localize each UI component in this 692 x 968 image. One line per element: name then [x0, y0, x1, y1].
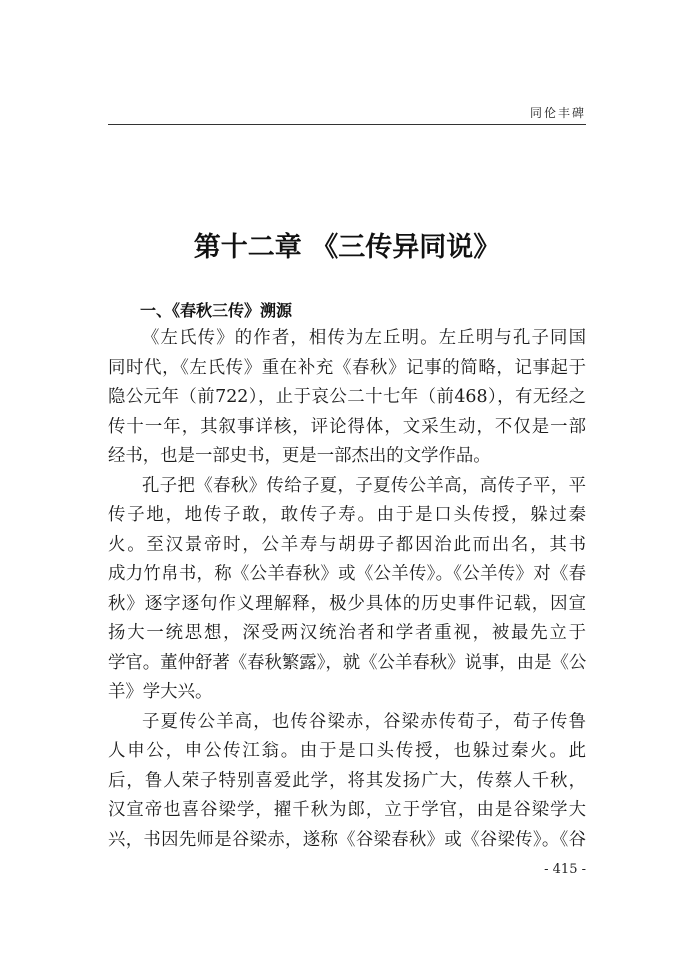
- text-line: 传子地，地传子敢，敢传子寿。由于是口头传授，躲过秦: [108, 505, 586, 525]
- text-line: 扬大一统思想，深受两汉统治者和学者重视，被最先立于: [108, 623, 586, 643]
- text-line: 后，鲁人荣子特别喜爱此学，将其发扬广大，传蔡人千秋，: [108, 770, 586, 791]
- text-line: 《左氏传》的作者，相传为左丘明。左丘明与孔子同国: [142, 328, 586, 348]
- text-line: 火。至汉景帝时，公羊寿与胡毋子都因治此而出名，其书: [108, 534, 586, 555]
- text-line: 隐公元年（前722），止于哀公二十七年（前468），有无经之: [108, 387, 586, 407]
- text-line: 孔子把《春秋》传给子夏，子夏传公羊高，高传子平，平: [142, 475, 586, 496]
- text-line: 人申公，申公传江翁。由于是口头传授，也躲过秦火。此: [108, 741, 586, 761]
- text-line: 传十一年，其叙事详核，评论得体，文采生动，不仅是一部: [108, 416, 586, 437]
- chapter-title: 第十二章 《三传异同说》: [193, 232, 501, 263]
- section-heading: 一、《春秋三传》溯源: [140, 301, 293, 320]
- paragraph-1: [108, 324, 586, 472]
- running-header: 同伦丰碑: [529, 106, 586, 120]
- text-line: 子夏传公羊高，也传谷梁赤，谷梁赤传荀子，荀子传鲁: [142, 711, 586, 732]
- text-line: 秋》逐字逐句作义理解释，极少具体的历史事件记载，因宣: [108, 593, 586, 614]
- text-line: 羊》学大兴。: [108, 682, 213, 702]
- text-line: 兴，书因先师是谷梁赤，遂称《谷梁春秋》或《谷梁传》。《谷: [108, 829, 586, 850]
- page-number: - 415 -: [544, 862, 586, 877]
- paragraph-3: [108, 708, 586, 856]
- text-line: 汉宣帝也喜谷梁学，擢千秋为郎，立于学官，由是谷梁学大: [108, 800, 586, 820]
- text-line: 学官。董仲舒著《春秋繁露》，就《公羊春秋》说事，由是《公: [108, 652, 586, 673]
- text-line: 同时代，《左氏传》重在补充《春秋》记事的简略，记事起于: [108, 357, 586, 378]
- body-text: [108, 298, 586, 855]
- text-line: 经书，也是一部史书，更是一部杰出的文学作品。: [108, 446, 491, 466]
- paragraph-2: [108, 472, 586, 708]
- header-rule: [108, 124, 586, 125]
- text-line: 成力竹帛书，称《公羊春秋》或《公羊传》。《公羊传》对《春: [108, 564, 586, 584]
